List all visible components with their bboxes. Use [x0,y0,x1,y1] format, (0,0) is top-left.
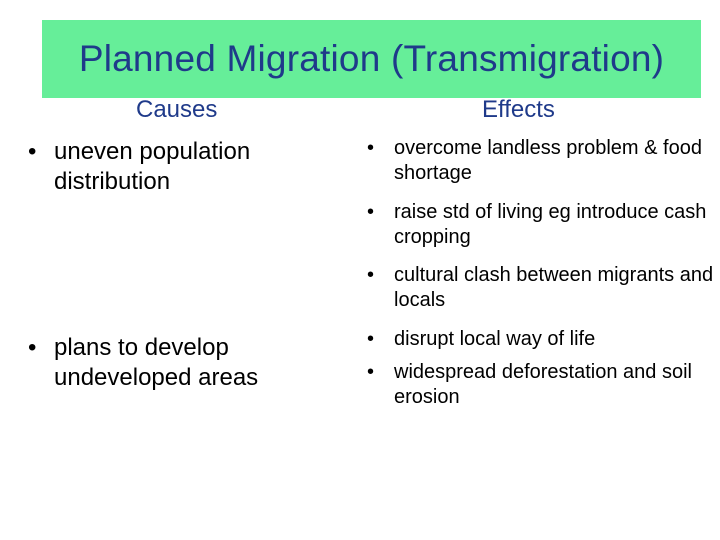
cause-text: plans to develop undeveloped areas [54,334,259,391]
effect-text: overcome landless problem & food shortage [394,137,702,184]
effect-item [367,263,714,313]
bullet-icon: • [367,328,375,350]
effect-item [367,136,714,186]
effect-text: cultural clash between migrants and locals [394,264,714,311]
effect-item [367,327,714,352]
bullet-icon: • [367,361,375,383]
effects-heading: Effects [482,96,555,123]
effect-item [367,200,714,250]
bullet-icon: • [367,264,375,286]
bullet-icon: • [367,201,375,223]
effect-text: disrupt local way of life [394,328,596,350]
cause-item [28,137,324,197]
bullet-icon: • [28,138,37,165]
title-banner [42,20,701,98]
effect-item [367,360,714,410]
slide-title: Planned Migration (Transmigration) [78,38,665,79]
cause-text: uneven population distribution [54,138,251,195]
bullet-icon: • [367,137,375,159]
causes-heading: Causes [136,96,218,123]
effect-text: widespread deforestation and soil erosion [394,361,692,408]
cause-item [28,333,324,393]
effect-text: raise std of living eg introduce cash cropping [394,201,707,248]
bullet-icon: • [28,334,37,361]
